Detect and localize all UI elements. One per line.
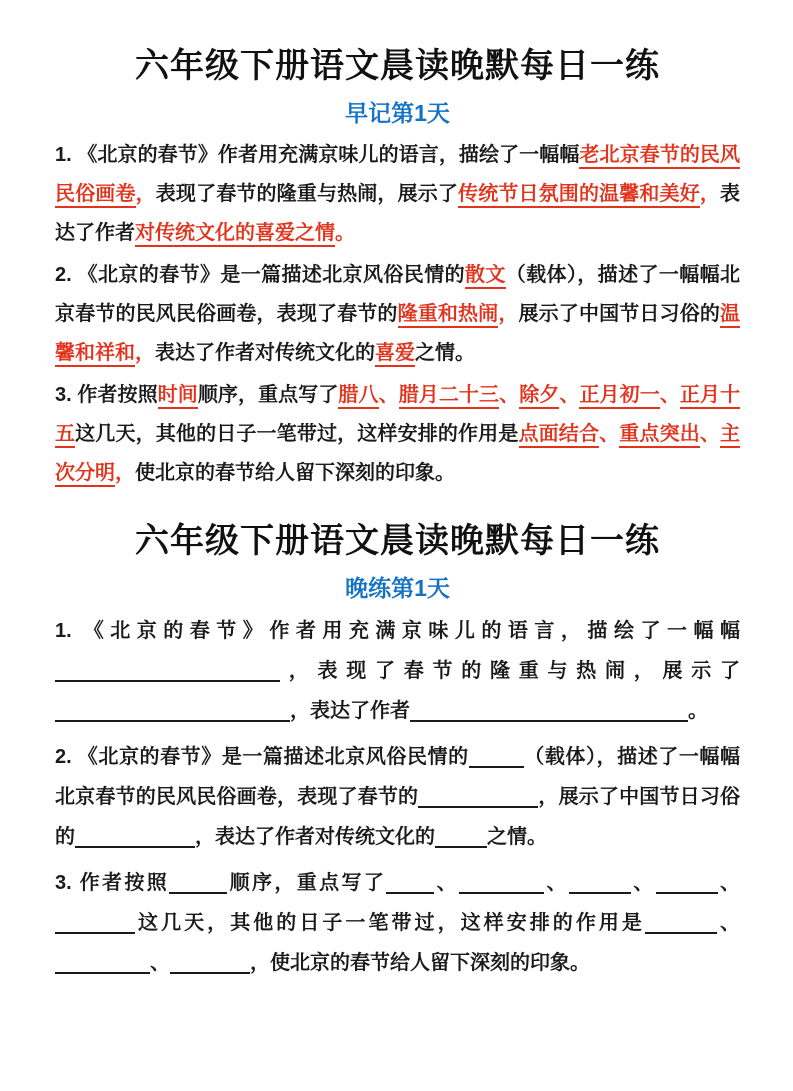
paragraph-text: 、 bbox=[544, 872, 569, 894]
exercise-paragraph-3 bbox=[55, 376, 740, 493]
day-subtitle-evening: 晚练第1天 bbox=[345, 575, 450, 601]
blank-line bbox=[75, 828, 195, 848]
blank-line bbox=[410, 702, 688, 722]
paragraph-text: 、 bbox=[716, 912, 741, 934]
paragraph-text: 、 bbox=[150, 952, 170, 974]
answer-text: 正月初一 bbox=[579, 384, 659, 409]
paragraph-text: ， bbox=[498, 303, 519, 325]
paragraph-text: ，使北京的春节给人留下深刻的印象。 bbox=[250, 952, 590, 974]
blank-line bbox=[386, 874, 434, 894]
paragraph-text: 、 bbox=[699, 423, 721, 445]
paragraph-text: 之情。 bbox=[415, 342, 475, 364]
paragraph-text: ， bbox=[135, 183, 156, 205]
paragraph-text: ， bbox=[135, 342, 155, 364]
blank-line bbox=[645, 914, 717, 934]
paragraph-text: 使北京的春节给人留下深刻的印象。 bbox=[135, 462, 455, 484]
exercise-paragraph-1 bbox=[55, 136, 740, 253]
paragraph-text: 2. 《北京的春节》是一篇描述北京风俗民情的 bbox=[55, 746, 469, 768]
paragraph-text: 表现了春节的隆重与热闹，展示了 bbox=[155, 183, 459, 205]
answer-text: 正月十五 bbox=[55, 384, 740, 448]
paragraph-text: 3. 作者按照 bbox=[55, 384, 158, 406]
paragraph-text: 、 bbox=[434, 872, 460, 894]
blank-line bbox=[469, 748, 524, 768]
evening-section bbox=[55, 519, 740, 983]
paragraph-text: ，表达了作者 bbox=[290, 700, 410, 722]
answer-text: 散文 bbox=[465, 264, 506, 289]
answer-text: 腊月二十三 bbox=[399, 384, 499, 409]
paragraph-text: 、 bbox=[599, 423, 620, 445]
answer-text: 对传统文化的喜爱之情 bbox=[135, 222, 335, 247]
evening-paragraphs bbox=[55, 611, 740, 983]
blank-line bbox=[459, 874, 544, 894]
paragraph-text: （载体），描述了一幅幅北京春节的民风民俗画卷，表现了春节的 bbox=[55, 264, 741, 325]
paragraph-text: 2. 《北京的春节》是一篇描述北京风俗民情的 bbox=[55, 264, 465, 286]
answer-text: 隆重和热闹 bbox=[398, 303, 499, 328]
paragraph-text: ，展示了中国节日习俗的 bbox=[55, 786, 741, 848]
paragraph-text: 、 bbox=[378, 384, 399, 406]
blank-line bbox=[656, 874, 718, 894]
paragraph-text: 这几天，其他的日子一笔带过，这样安排的作用是 bbox=[135, 912, 645, 934]
exercise-paragraph-3 bbox=[55, 863, 740, 983]
blank-line bbox=[55, 702, 290, 722]
paragraph-text: （载体），描述了一幅幅北京春节的民风民俗画卷，表现了春节的 bbox=[55, 746, 740, 808]
page-title: 六年级下册语文晨读晚默每日一练 bbox=[135, 47, 660, 85]
exercise-paragraph-1 bbox=[55, 611, 740, 731]
paragraph-text: 表达了作者对传统文化的 bbox=[155, 342, 375, 364]
blank-line bbox=[418, 788, 538, 808]
answer-text: 主次分明 bbox=[55, 423, 740, 487]
paragraph-text: 顺序，重点写了 bbox=[197, 384, 339, 406]
blank-line bbox=[169, 874, 227, 894]
answer-text: 喜爱 bbox=[375, 342, 415, 367]
blank-line bbox=[55, 662, 280, 682]
worksheet-page bbox=[55, 44, 740, 983]
paragraph-text: 、 bbox=[659, 384, 680, 406]
paragraph-text: ， bbox=[115, 462, 135, 484]
blank-line bbox=[435, 828, 487, 848]
paragraph-text: 1. 《北京的春节》作者用充满京味儿的语言，描绘了一幅幅 bbox=[55, 620, 740, 642]
paragraph-text: ， bbox=[699, 183, 721, 205]
paragraph-text: ，表现了春节的隆重与热闹，展示了 bbox=[280, 660, 740, 682]
day-subtitle-morning: 早记第1天 bbox=[345, 100, 450, 126]
paragraph-text: 、 bbox=[559, 384, 580, 406]
page-title-evening: 六年级下册语文晨读晚默每日一练 bbox=[135, 522, 660, 560]
paragraph-text: 、 bbox=[499, 384, 520, 406]
answer-text: 腊八 bbox=[338, 384, 378, 409]
blank-line bbox=[55, 914, 135, 934]
paragraph-text: 3. 作者按照 bbox=[55, 872, 170, 894]
answer-text: 除夕 bbox=[519, 384, 559, 409]
paragraph-text: 展示了中国节日习俗的 bbox=[518, 303, 721, 325]
paragraph-text: 之情。 bbox=[487, 826, 547, 848]
paragraph-text: 1. 《北京的春节》作者用充满京味儿的语言，描绘了一幅幅 bbox=[55, 144, 580, 166]
paragraph-text: 表达了作者 bbox=[55, 183, 741, 244]
answer-text: 老北京春节的民风民俗画卷 bbox=[55, 144, 740, 208]
paragraph-text: 、 bbox=[717, 872, 741, 894]
paragraph-text: ，表达了作者对传统文化的 bbox=[195, 826, 435, 848]
paragraph-text: 顺序，重点写了 bbox=[227, 872, 387, 894]
answer-text: 传统节日氛围的温馨和美好 bbox=[458, 183, 700, 208]
blank-line bbox=[55, 954, 150, 974]
answer-text: 点面结合 bbox=[519, 423, 600, 448]
paragraph-text: 、 bbox=[630, 872, 656, 894]
paragraph-text: 。 bbox=[688, 700, 708, 722]
answer-text: 重点突出 bbox=[619, 423, 700, 448]
answer-text: 时间 bbox=[158, 384, 198, 409]
blank-line bbox=[569, 874, 631, 894]
morning-paragraphs bbox=[55, 136, 740, 493]
exercise-paragraph-2 bbox=[55, 256, 740, 373]
exercise-paragraph-2 bbox=[55, 737, 740, 857]
morning-section bbox=[55, 44, 740, 493]
answer-text: 温馨和祥和 bbox=[55, 303, 740, 367]
paragraph-text: 这几天，其他的日子一笔带过，这样安排的作用是 bbox=[75, 423, 519, 445]
blank-line bbox=[170, 954, 250, 974]
paragraph-text: 。 bbox=[335, 222, 355, 244]
